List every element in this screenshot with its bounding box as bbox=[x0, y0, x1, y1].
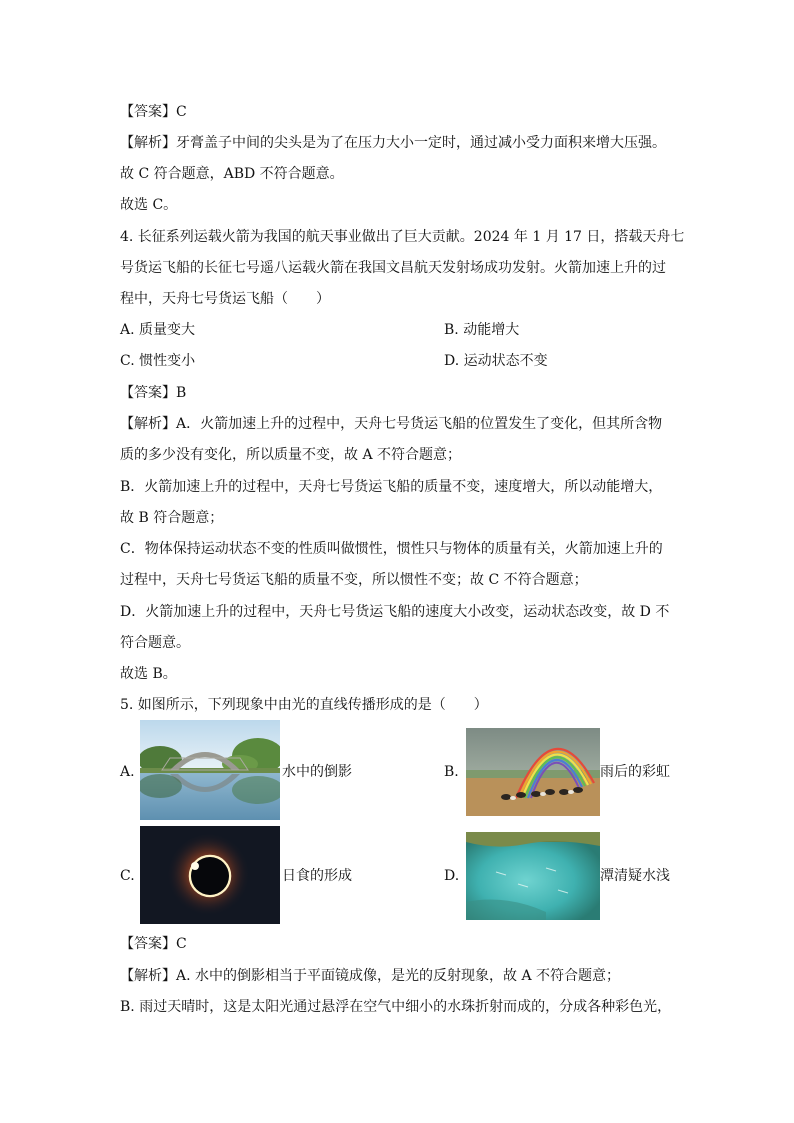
q5-stem: 5. 如图所示，下列现象中由光的直线传播形成的是（ ） bbox=[120, 697, 488, 713]
q3-conclusion: 故选 C。 bbox=[120, 197, 178, 213]
q4-stem-line-2: 号货运飞船的长征七号遥八运载火箭在我国文昌航天发射场成功发射。火箭加速上升的过 bbox=[120, 260, 666, 276]
q4-answer: 【答案】B bbox=[120, 385, 187, 401]
rainbow-image bbox=[466, 728, 600, 816]
q4-analysis-line-3: B．火箭加速上升的过程中，天舟七号货运飞船的质量不变，速度增大，所以动能增大， bbox=[120, 479, 663, 495]
q4-analysis-line-8: 符合题意。 bbox=[120, 635, 190, 651]
q4-analysis-line-2: 质的多少没有变化，所以质量不变，故 A 不符合题意； bbox=[120, 447, 462, 463]
clear-pool-image bbox=[466, 832, 600, 920]
q3-analysis-line-2: 故 C 符合题意，ABD 不符合题意。 bbox=[120, 166, 344, 182]
bridge-reflection-image bbox=[140, 720, 280, 820]
q4-conclusion: 故选 B。 bbox=[120, 666, 177, 682]
q4-option-d: D. 运动状态不变 bbox=[444, 353, 548, 369]
q4-analysis-line-4: 故 B 符合题意； bbox=[120, 510, 224, 526]
q5-option-a-letter: A. bbox=[120, 764, 135, 780]
q3-answer: 【答案】C bbox=[120, 104, 187, 120]
q5-option-c-caption: 日食的形成 bbox=[282, 868, 352, 884]
q4-stem-line-3: 程中，天舟七号货运飞船（ ） bbox=[120, 291, 330, 307]
q5-option-d-caption: 潭清疑水浅 bbox=[600, 868, 670, 884]
q4-stem-line-1: 4. 长征系列运载火箭为我国的航天事业做出了巨大贡献。2024 年 1 月 17 日，搭载天舟七 bbox=[120, 229, 685, 245]
q5-option-d-letter: D. bbox=[444, 868, 460, 884]
q5-analysis-line-1: 【解析】A. 水中的倒影相当于平面镜成像，是光的反射现象，故 A 不符合题意； bbox=[120, 968, 621, 984]
q3-analysis-line-1: 【解析】牙膏盖子中间的尖头是为了在压力大小一定时，通过减小受力面积来增大压强。 bbox=[120, 135, 666, 151]
q4-analysis-line-1: 【解析】A．火箭加速上升的过程中，天舟七号货运飞船的位置发生了变化，但其所含物 bbox=[120, 416, 663, 432]
q5-option-a-caption: 水中的倒影 bbox=[282, 764, 352, 780]
q4-option-a: A. 质量变大 bbox=[120, 322, 196, 338]
q5-analysis-line-2: B. 雨过天晴时，这是太阳光通过悬浮在空气中细小的水珠折射而成的，分成各种彩色光， bbox=[120, 999, 672, 1015]
q5-option-b-letter: B. bbox=[444, 764, 459, 780]
q5-option-c-letter: C. bbox=[120, 868, 135, 884]
q5-answer: 【答案】C bbox=[120, 936, 187, 952]
q5-option-b-caption: 雨后的彩虹 bbox=[600, 764, 670, 780]
solar-eclipse-image bbox=[140, 826, 280, 924]
q4-analysis-line-6: 过程中，天舟七号货运飞船的质量不变，所以惯性不变；故 C 不符合题意； bbox=[120, 572, 588, 588]
q4-analysis-line-7: D．火箭加速上升的过程中，天舟七号货运飞船的速度大小改变，运动状态改变，故 D 不 bbox=[120, 604, 670, 620]
q4-option-b: B. 动能增大 bbox=[444, 322, 520, 338]
q4-option-c: C. 惯性变小 bbox=[120, 353, 196, 369]
q4-analysis-line-5: C．物体保持运动状态不变的性质叫做惯性，惯性只与物体的质量有关，火箭加速上升的 bbox=[120, 541, 663, 557]
